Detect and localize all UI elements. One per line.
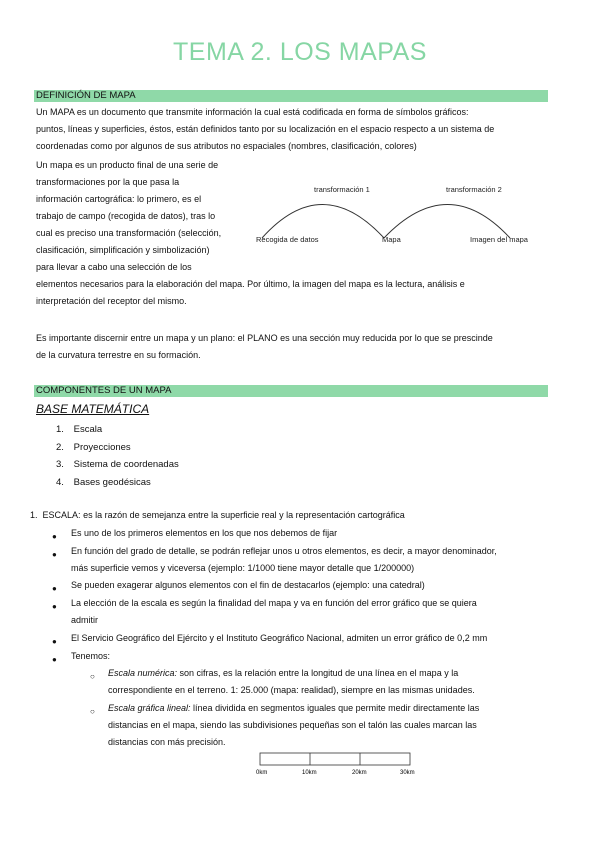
arc-transformacion-2 <box>384 205 510 239</box>
escala-numerica-cont: correspondiente en el terreno. 1: 25.000 (mapa: realidad), siempre en las mismas unidades. <box>108 685 475 695</box>
list-item-text: Sistema de coordenadas <box>73 459 179 470</box>
transform-line-7: para llevar a cabo una selección de los <box>36 262 192 272</box>
list-item-number: 2. <box>56 441 64 453</box>
definicion-line-3: coordenadas como por algunos de sus atributos no espaciales (nombres, clasificación, colores) <box>36 141 417 151</box>
scale-label-20: 20km <box>352 770 367 776</box>
definicion-line-1: Un MAPA es un documento que transmite información la cual está codificada en forma de símbolos gráficos: <box>36 107 469 117</box>
scale-label-0: 0km <box>256 770 268 776</box>
list-item-text: Escala <box>73 424 103 435</box>
escala-bullet-4-cont: admitir <box>71 615 99 625</box>
transform-line-1: Un mapa es un producto final de una serie de <box>36 160 219 170</box>
label-transformacion-2: transformación 2 <box>446 185 502 194</box>
bullet-icon: ● <box>52 655 57 664</box>
label-recogida-datos: Recogida de datos <box>256 235 319 244</box>
definicion-line-2: puntos, líneas y superficies, éstos, están definidos tanto por su localización en el espacio respecto a un sistema de <box>36 124 495 134</box>
escala-numerica-label: Escala numérica: <box>108 668 178 678</box>
escala-numerica-text: son cifras, es la relación entre la longitud de una línea en el mapa y la <box>177 668 459 678</box>
page-title: TEMA 2. LOS MAPAS <box>173 38 427 66</box>
list-item-number: 1. <box>56 424 64 435</box>
escala-grafica-cont-2: distancias con más precisión. <box>108 737 226 747</box>
tenemos-label: Tenemos: <box>71 651 111 661</box>
transform-line-2: transformaciones por la que pasa la <box>36 177 180 187</box>
label-transformacion-1: transformación 1 <box>314 185 370 194</box>
graphic-scale <box>252 748 422 778</box>
section-heading-componentes: COMPONENTES DE UN MAPA <box>34 385 548 397</box>
plano-line-1: Es importante discernir entre un mapa y un plano: el PLANO es una sección muy reducida por lo que se prescinde <box>36 333 493 343</box>
list-item-number: 4. <box>56 476 64 488</box>
escala-label: ESCALA: <box>42 510 81 520</box>
transform-line-5: cual es preciso una transformación (selección, <box>36 228 222 238</box>
bullet-icon: ● <box>52 602 57 611</box>
escala-lead <box>30 507 405 524</box>
bullet-icon: ● <box>52 550 57 559</box>
escala-bullet-4: La elección de la escala es según la finalidad del mapa y va en función del error gráfico que se quiera <box>71 598 477 608</box>
escala-bullet-3: Se pueden exagerar algunos elementos con el fin de destacarlos (ejemplo: una catedral) <box>71 580 425 590</box>
transformation-diagram <box>252 176 552 251</box>
list-item <box>56 439 179 457</box>
transform-line-9: interpretación del receptor del mismo. <box>36 296 187 306</box>
bullet-icon: ● <box>52 637 57 646</box>
circle-bullet-icon: ○ <box>90 672 95 681</box>
scale-label-30: 30km <box>400 770 415 776</box>
bullet-icon: ● <box>52 584 57 593</box>
section-heading-definicion: DEFINICIÓN DE MAPA <box>34 90 548 102</box>
escala-numerica <box>108 665 458 682</box>
base-matematica-list <box>56 421 179 491</box>
list-item-number: 3. <box>56 459 64 470</box>
escala-bullet-2: En función del grado de detalle, se podrán reflejar unos u otros elementos, es decir, a mayor denominador, <box>71 546 497 556</box>
escala-bullet-1: Es uno de los primeros elementos en los que nos debemos de fijar <box>71 528 338 538</box>
circle-bullet-icon: ○ <box>90 707 95 716</box>
scale-label-10: 10km <box>302 770 317 776</box>
list-item-text: Proyecciones <box>73 441 131 453</box>
escala-grafica <box>108 700 479 717</box>
transform-line-8: elementos necesarios para la elaboración del mapa. Por último, la imagen del mapa es la lectura, análisis e <box>36 279 465 289</box>
label-imagen-mapa: Imagen del mapa <box>470 235 528 244</box>
escala-bullet-2-cont: más superficie vemos y viceversa (ejemplo: 1/1000 tiene mayor detalle que 1/200000) <box>71 563 415 573</box>
escala-bullet-5: El Servicio Geográfico del Ejército y el Instituto Geográfico Nacional, admiten un error gráfico de 0,2 mm <box>71 633 488 643</box>
bullet-icon: ● <box>52 532 57 541</box>
list-item <box>56 474 179 492</box>
scale-bar <box>260 753 410 765</box>
list-item-text: Bases geodésicas <box>73 476 151 488</box>
transform-line-3: información cartográfica: lo primero, es el <box>36 194 202 204</box>
plano-line-2: de la curvatura terrestre en su formación. <box>36 350 201 360</box>
transform-line-6: clasificación, simplificación y simbolización) <box>36 245 210 255</box>
escala-definition: es la razón de semejanza entre la superficie real y la representación cartográfica <box>80 510 405 520</box>
transform-line-4: trabajo de campo (recogida de datos), tras lo <box>36 211 216 221</box>
list-item <box>56 421 179 439</box>
list-item <box>56 456 179 474</box>
subheading-base-matematica: BASE MATEMÁTICA <box>36 402 150 416</box>
escala-grafica-text: línea dividida en segmentos iguales que permite medir directamente las <box>190 703 480 713</box>
escala-number: 1. <box>30 510 38 520</box>
arc-transformacion-1 <box>262 205 384 239</box>
label-mapa: Mapa <box>382 235 401 244</box>
escala-grafica-label: Escala gráfica lineal: <box>108 703 191 713</box>
escala-grafica-cont-1: distancias en el mapa, siendo las subdivisiones pequeñas son el talón las cuales marcan las <box>108 720 477 730</box>
